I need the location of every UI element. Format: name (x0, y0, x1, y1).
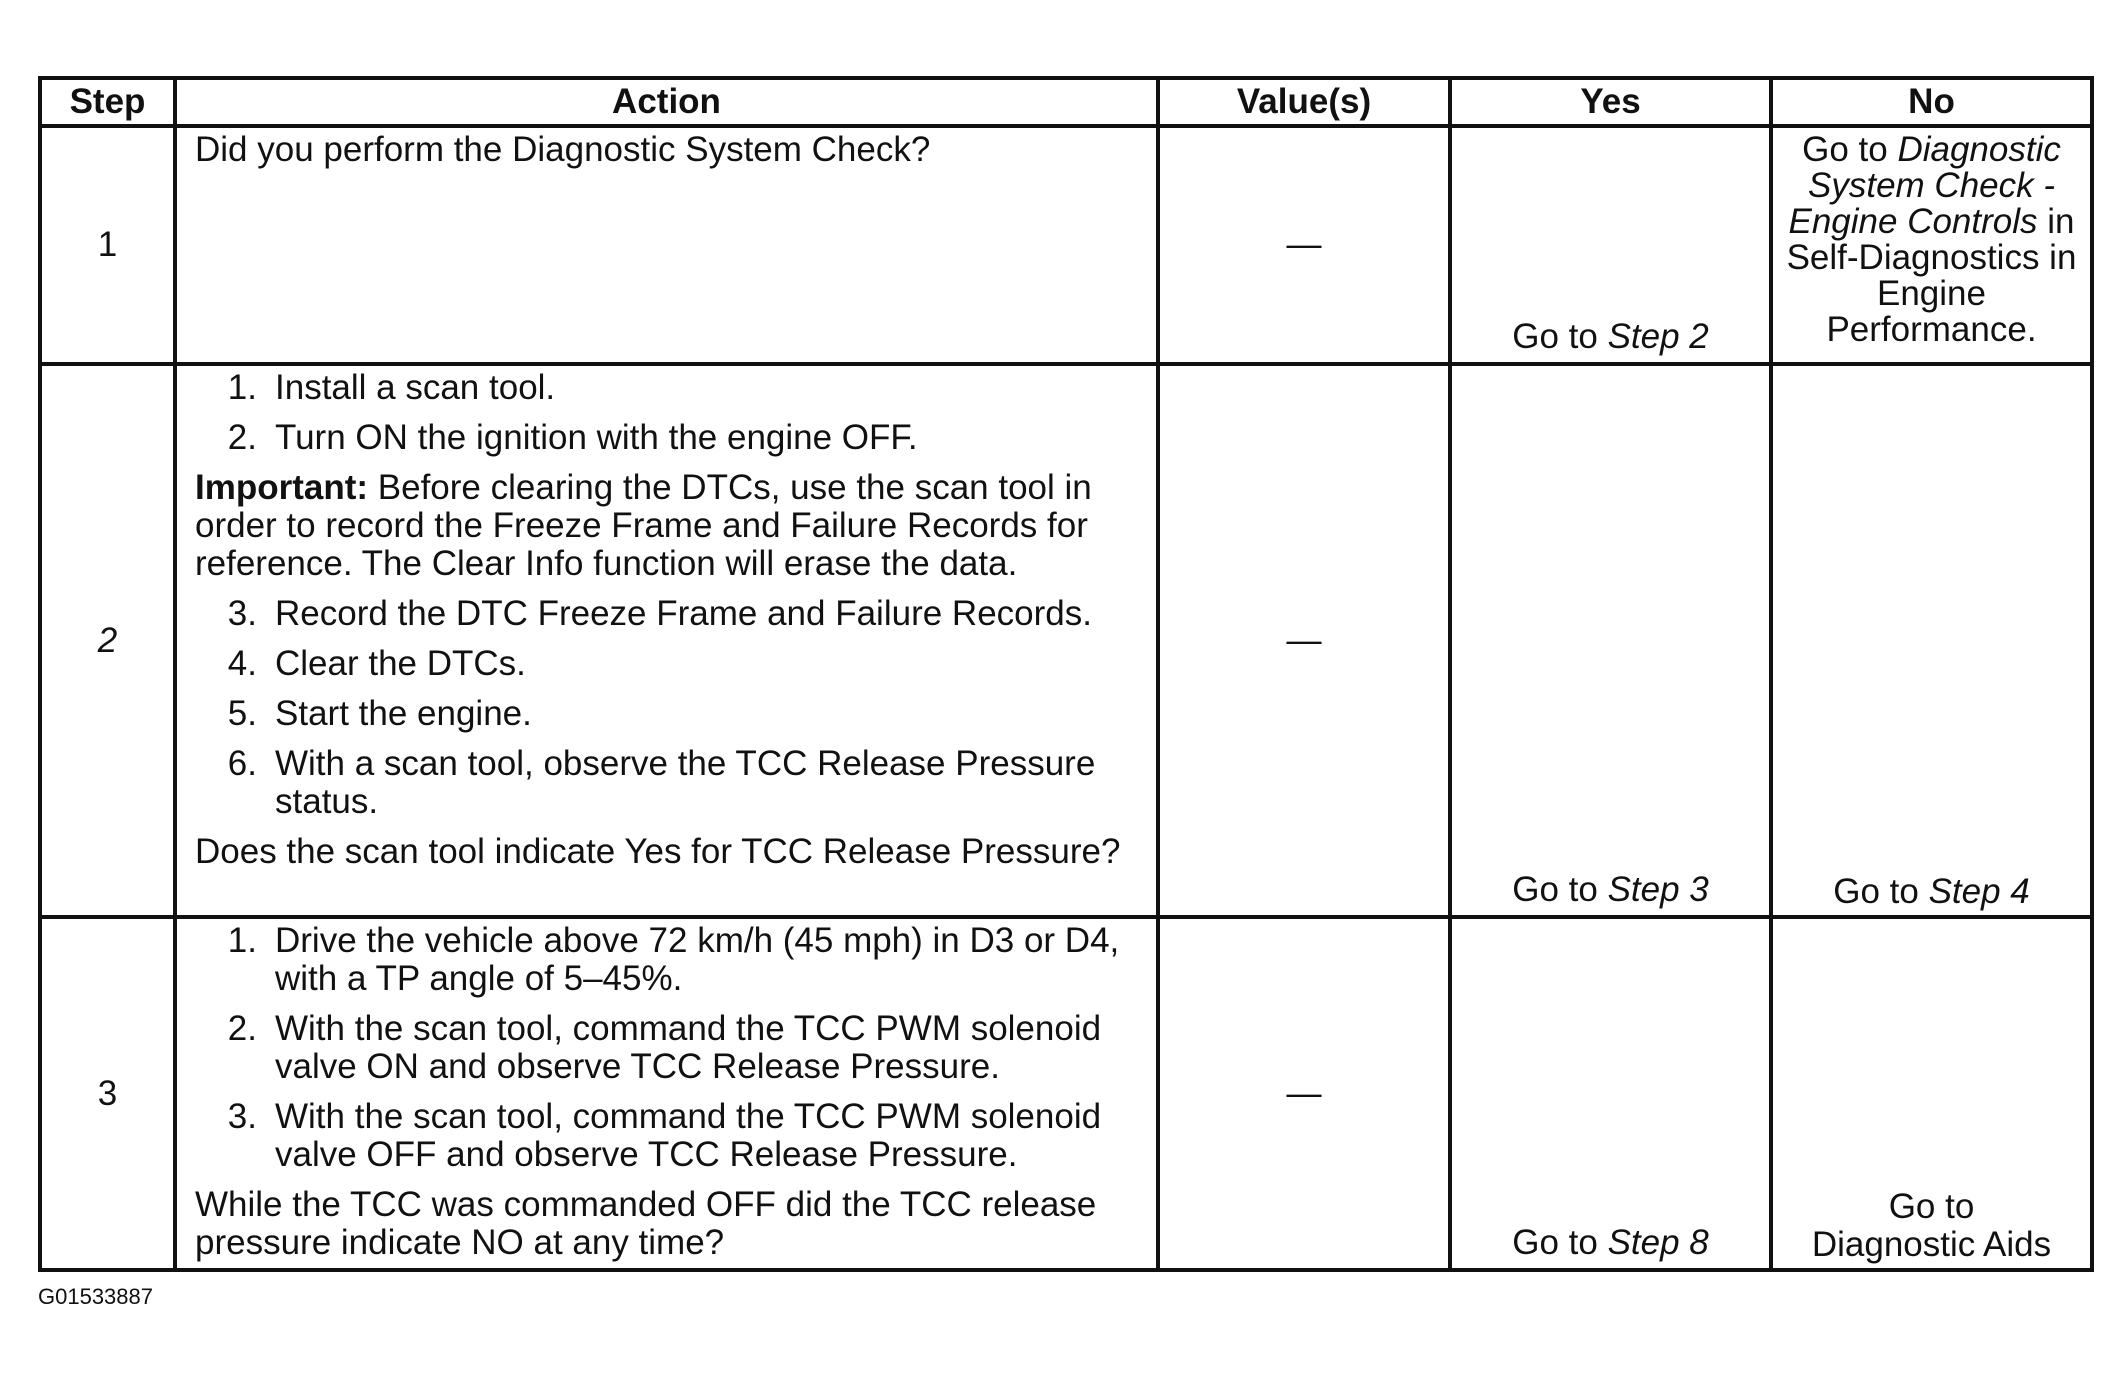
no-line-1: Go to (1888, 1187, 1975, 1226)
action-question: Did you perform the Diagnostic System Check? (195, 130, 931, 169)
item-text: Record the DTC Freeze Frame and Failure Records. (275, 594, 1092, 633)
table-row (40, 917, 2092, 1270)
list-item (195, 1010, 1142, 1086)
header-no: No (1771, 78, 2092, 126)
no-line-2: Diagnostic Aids (1811, 1225, 2052, 1264)
no-cell (1771, 126, 2092, 364)
item-number: 1. (227, 368, 257, 407)
action-cell (175, 364, 1158, 917)
list-item (195, 595, 1142, 633)
yes-cell (1450, 364, 1771, 917)
action-cell (175, 917, 1158, 1270)
action-question: Does the scan tool indicate Yes for TCC Release Pressure? (195, 832, 1121, 871)
item-number: 2. (227, 1009, 257, 1048)
item-number: 3. (227, 594, 257, 633)
no-prefix: Go to (1833, 872, 1929, 911)
yes-step-link: Step 2 (1607, 317, 1709, 356)
yes-prefix: Go to (1512, 870, 1608, 909)
item-number: 1. (227, 921, 257, 960)
important-label: Important: (195, 468, 369, 507)
item-text: With a scan tool, observe the TCC Release Pressure status. (275, 744, 1096, 821)
item-number: 2. (227, 418, 257, 457)
yes-step-link: Step 8 (1607, 1223, 1709, 1262)
header-row (40, 78, 2092, 126)
item-text: Clear the DTCs. (275, 644, 526, 683)
no-cell (1771, 364, 2092, 917)
list-item (195, 922, 1142, 998)
action-question: While the TCC was commanded OFF did the TCC release pressure indicate NO at any time? (195, 1185, 1097, 1262)
list-item (195, 695, 1142, 733)
no-prefix: Go to (1802, 130, 1898, 169)
no-step-link: Step 4 (1928, 872, 2030, 911)
item-number: 5. (227, 694, 257, 733)
header-step: Step (40, 78, 175, 126)
important-text: Before clearing the DTCs, use the scan tool in order to record the Freeze Frame and Failure Records for reference. The Clear Info function will erase the data. (195, 468, 1092, 583)
no-cell (1771, 917, 2092, 1270)
item-text: With the scan tool, command the TCC PWM solenoid valve OFF and observe TCC Release Pressure. (275, 1097, 1102, 1174)
item-text: With the scan tool, command the TCC PWM solenoid valve ON and observe TCC Release Pressure. (275, 1009, 1102, 1086)
item-number: 4. (227, 644, 257, 683)
yes-cell (1450, 917, 1771, 1270)
yes-step-link: Step 3 (1607, 870, 1709, 909)
step-number: 2 (40, 364, 175, 917)
no-procedure-link: Diagnostic System Check - Engine Controls (1788, 130, 2061, 241)
item-text: Install a scan tool. (275, 368, 556, 407)
step-number: 1 (40, 126, 175, 364)
list-item (195, 1098, 1142, 1174)
value-cell: — (1158, 917, 1450, 1270)
item-text: Turn ON the ignition with the engine OFF. (275, 418, 918, 457)
step-number: 3 (40, 917, 175, 1270)
item-text: Drive the vehicle above 72 km/h (45 mph) in D3 or D4, with a TP angle of 5–45%. (275, 921, 1120, 998)
diagnostic-table (38, 76, 2094, 1272)
item-text: Start the engine. (275, 694, 532, 733)
item-number: 3. (227, 1097, 257, 1136)
yes-prefix: Go to (1512, 1223, 1608, 1262)
header-yes: Yes (1450, 78, 1771, 126)
value-cell: — (1158, 364, 1450, 917)
figure-id: G01533887 (38, 1284, 153, 1309)
yes-cell (1450, 126, 1771, 364)
table-row (40, 126, 2092, 364)
header-values: Value(s) (1158, 78, 1450, 126)
list-item (195, 419, 1142, 457)
no-suffix: in Self-Diagnostics in Engine Performance. (1786, 202, 2077, 349)
list-item (195, 745, 1142, 821)
table-row (40, 364, 2092, 917)
list-item (195, 645, 1142, 683)
important-note (195, 469, 1142, 583)
yes-prefix: Go to (1512, 317, 1608, 356)
action-cell (175, 126, 1158, 364)
value-cell: — (1158, 126, 1450, 364)
item-number: 6. (227, 744, 257, 783)
header-action: Action (175, 78, 1158, 126)
list-item (195, 369, 1142, 407)
